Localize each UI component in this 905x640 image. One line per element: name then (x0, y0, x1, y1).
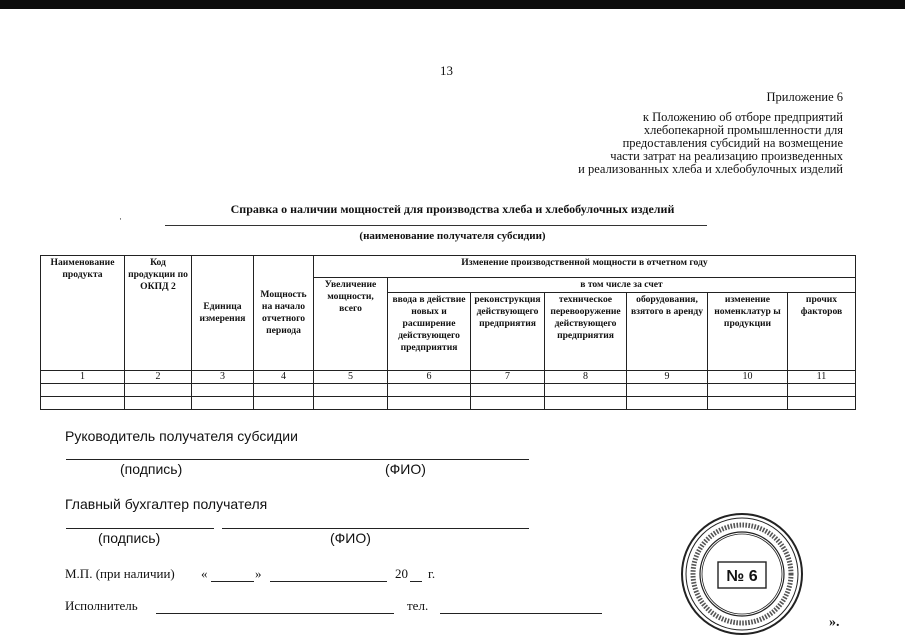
year-suffix: г. (428, 566, 436, 581)
column-number: 1 (41, 371, 125, 384)
header-unit: Единица измерения (192, 256, 254, 371)
header-including: в том числе за счет (388, 278, 856, 293)
header-increase: Увеличение мощности, всего (314, 278, 388, 371)
table-row (41, 384, 856, 397)
accountant-signature-caption: (подпись) (98, 530, 161, 546)
header-code: Код продукции по ОКПД 2 (125, 256, 192, 371)
accountant-name-caption: (ФИО) (330, 530, 371, 546)
head-signature-line[interactable] (66, 459, 529, 460)
document-title: Справка о наличии мощностей для производства хлеба и хлебобулочных изделий (230, 202, 675, 216)
closing-quote: ». (829, 615, 840, 630)
header-nomenclature: изменение номенклатур ы продукции (708, 293, 788, 371)
column-number: 9 (627, 371, 708, 384)
table-cell[interactable] (708, 397, 788, 410)
basis-line: к Положению об отборе предприятий (642, 110, 843, 124)
header-capacity-start: Мощность на начало отчетного периода (254, 256, 314, 371)
column-number: 11 (788, 371, 856, 384)
table-cell[interactable] (254, 397, 314, 410)
column-number: 7 (471, 371, 545, 384)
table-cell[interactable] (545, 397, 627, 410)
table-cell[interactable] (314, 397, 388, 410)
basis-line: предоставления субсидий на возмещение (622, 136, 843, 150)
header-other: прочих факторов (788, 293, 856, 371)
table-cell[interactable] (471, 397, 545, 410)
table-cell[interactable] (388, 384, 471, 397)
table-cell[interactable] (788, 397, 856, 410)
year-prefix: 20 (395, 566, 408, 581)
recipient-name-line[interactable] (165, 225, 707, 226)
basis-line: части затрат на реализацию произведенных (610, 149, 843, 163)
top-border (0, 0, 905, 9)
column-number: 4 (254, 371, 314, 384)
header-change: Изменение производственной мощности в отчетном году (314, 256, 856, 278)
table-cell[interactable] (125, 397, 192, 410)
table-cell[interactable] (41, 384, 125, 397)
column-number-row (41, 371, 856, 384)
table-cell[interactable] (41, 397, 125, 410)
stamp-label: № 6 (726, 568, 758, 585)
table-cell[interactable] (708, 384, 788, 397)
stray-mark: · (119, 214, 122, 224)
header-leased: оборудования, взятого в аренду (627, 293, 708, 371)
day-line[interactable] (211, 581, 254, 582)
table-cell[interactable] (627, 384, 708, 397)
quote-open: « (201, 566, 208, 581)
basis-line: хлебопекарной промышленности для (643, 123, 843, 137)
phone-line[interactable] (440, 613, 602, 614)
table-cell[interactable] (545, 384, 627, 397)
column-number: 8 (545, 371, 627, 384)
table-cell[interactable] (314, 384, 388, 397)
header-commissioning: ввода в действие новых и расширение действующего предприятия (388, 293, 471, 371)
table-cell[interactable] (254, 384, 314, 397)
accountant-signature-line[interactable] (66, 528, 214, 529)
table-cell[interactable] (627, 397, 708, 410)
official-stamp (680, 512, 804, 636)
table-cell[interactable] (471, 384, 545, 397)
head-name-caption: (ФИО) (385, 461, 426, 477)
capacity-table (40, 255, 856, 410)
table-cell[interactable] (192, 384, 254, 397)
table-cell[interactable] (388, 397, 471, 410)
table-row (41, 397, 856, 410)
head-signature-caption: (подпись) (120, 461, 183, 477)
column-number: 5 (314, 371, 388, 384)
column-number: 6 (388, 371, 471, 384)
table-cell[interactable] (788, 384, 856, 397)
table-cell[interactable] (192, 397, 254, 410)
accountant-name-line[interactable] (222, 528, 529, 529)
month-line[interactable] (270, 581, 387, 582)
appendix-basis (578, 111, 843, 176)
column-number: 10 (708, 371, 788, 384)
recipient-caption: (наименование получателя субсидии) (359, 230, 546, 242)
header-product: Наименование продукта (41, 256, 125, 371)
basis-line: и реализованных хлеба и хлебобулочных изделий (578, 162, 843, 176)
column-number: 3 (192, 371, 254, 384)
header-reconstruction: реконструкция действующего предприятия (471, 293, 545, 371)
accountant-label: Главный бухгалтер получателя (65, 496, 268, 512)
phone-label: тел. (407, 598, 429, 613)
head-label: Руководитель получателя субсидии (65, 428, 298, 444)
column-number: 2 (125, 371, 192, 384)
appendix-label: Приложение 6 (766, 90, 843, 104)
executor-label: Исполнитель (65, 598, 138, 613)
seal-label: М.П. (при наличии) (65, 566, 175, 581)
year-line[interactable] (410, 581, 422, 582)
executor-line[interactable] (156, 613, 394, 614)
header-reequipment: техническое перевооружение действующего предприятия (545, 293, 627, 371)
page-number: 13 (440, 63, 453, 78)
table-cell[interactable] (125, 384, 192, 397)
quote-close: » (255, 566, 262, 581)
